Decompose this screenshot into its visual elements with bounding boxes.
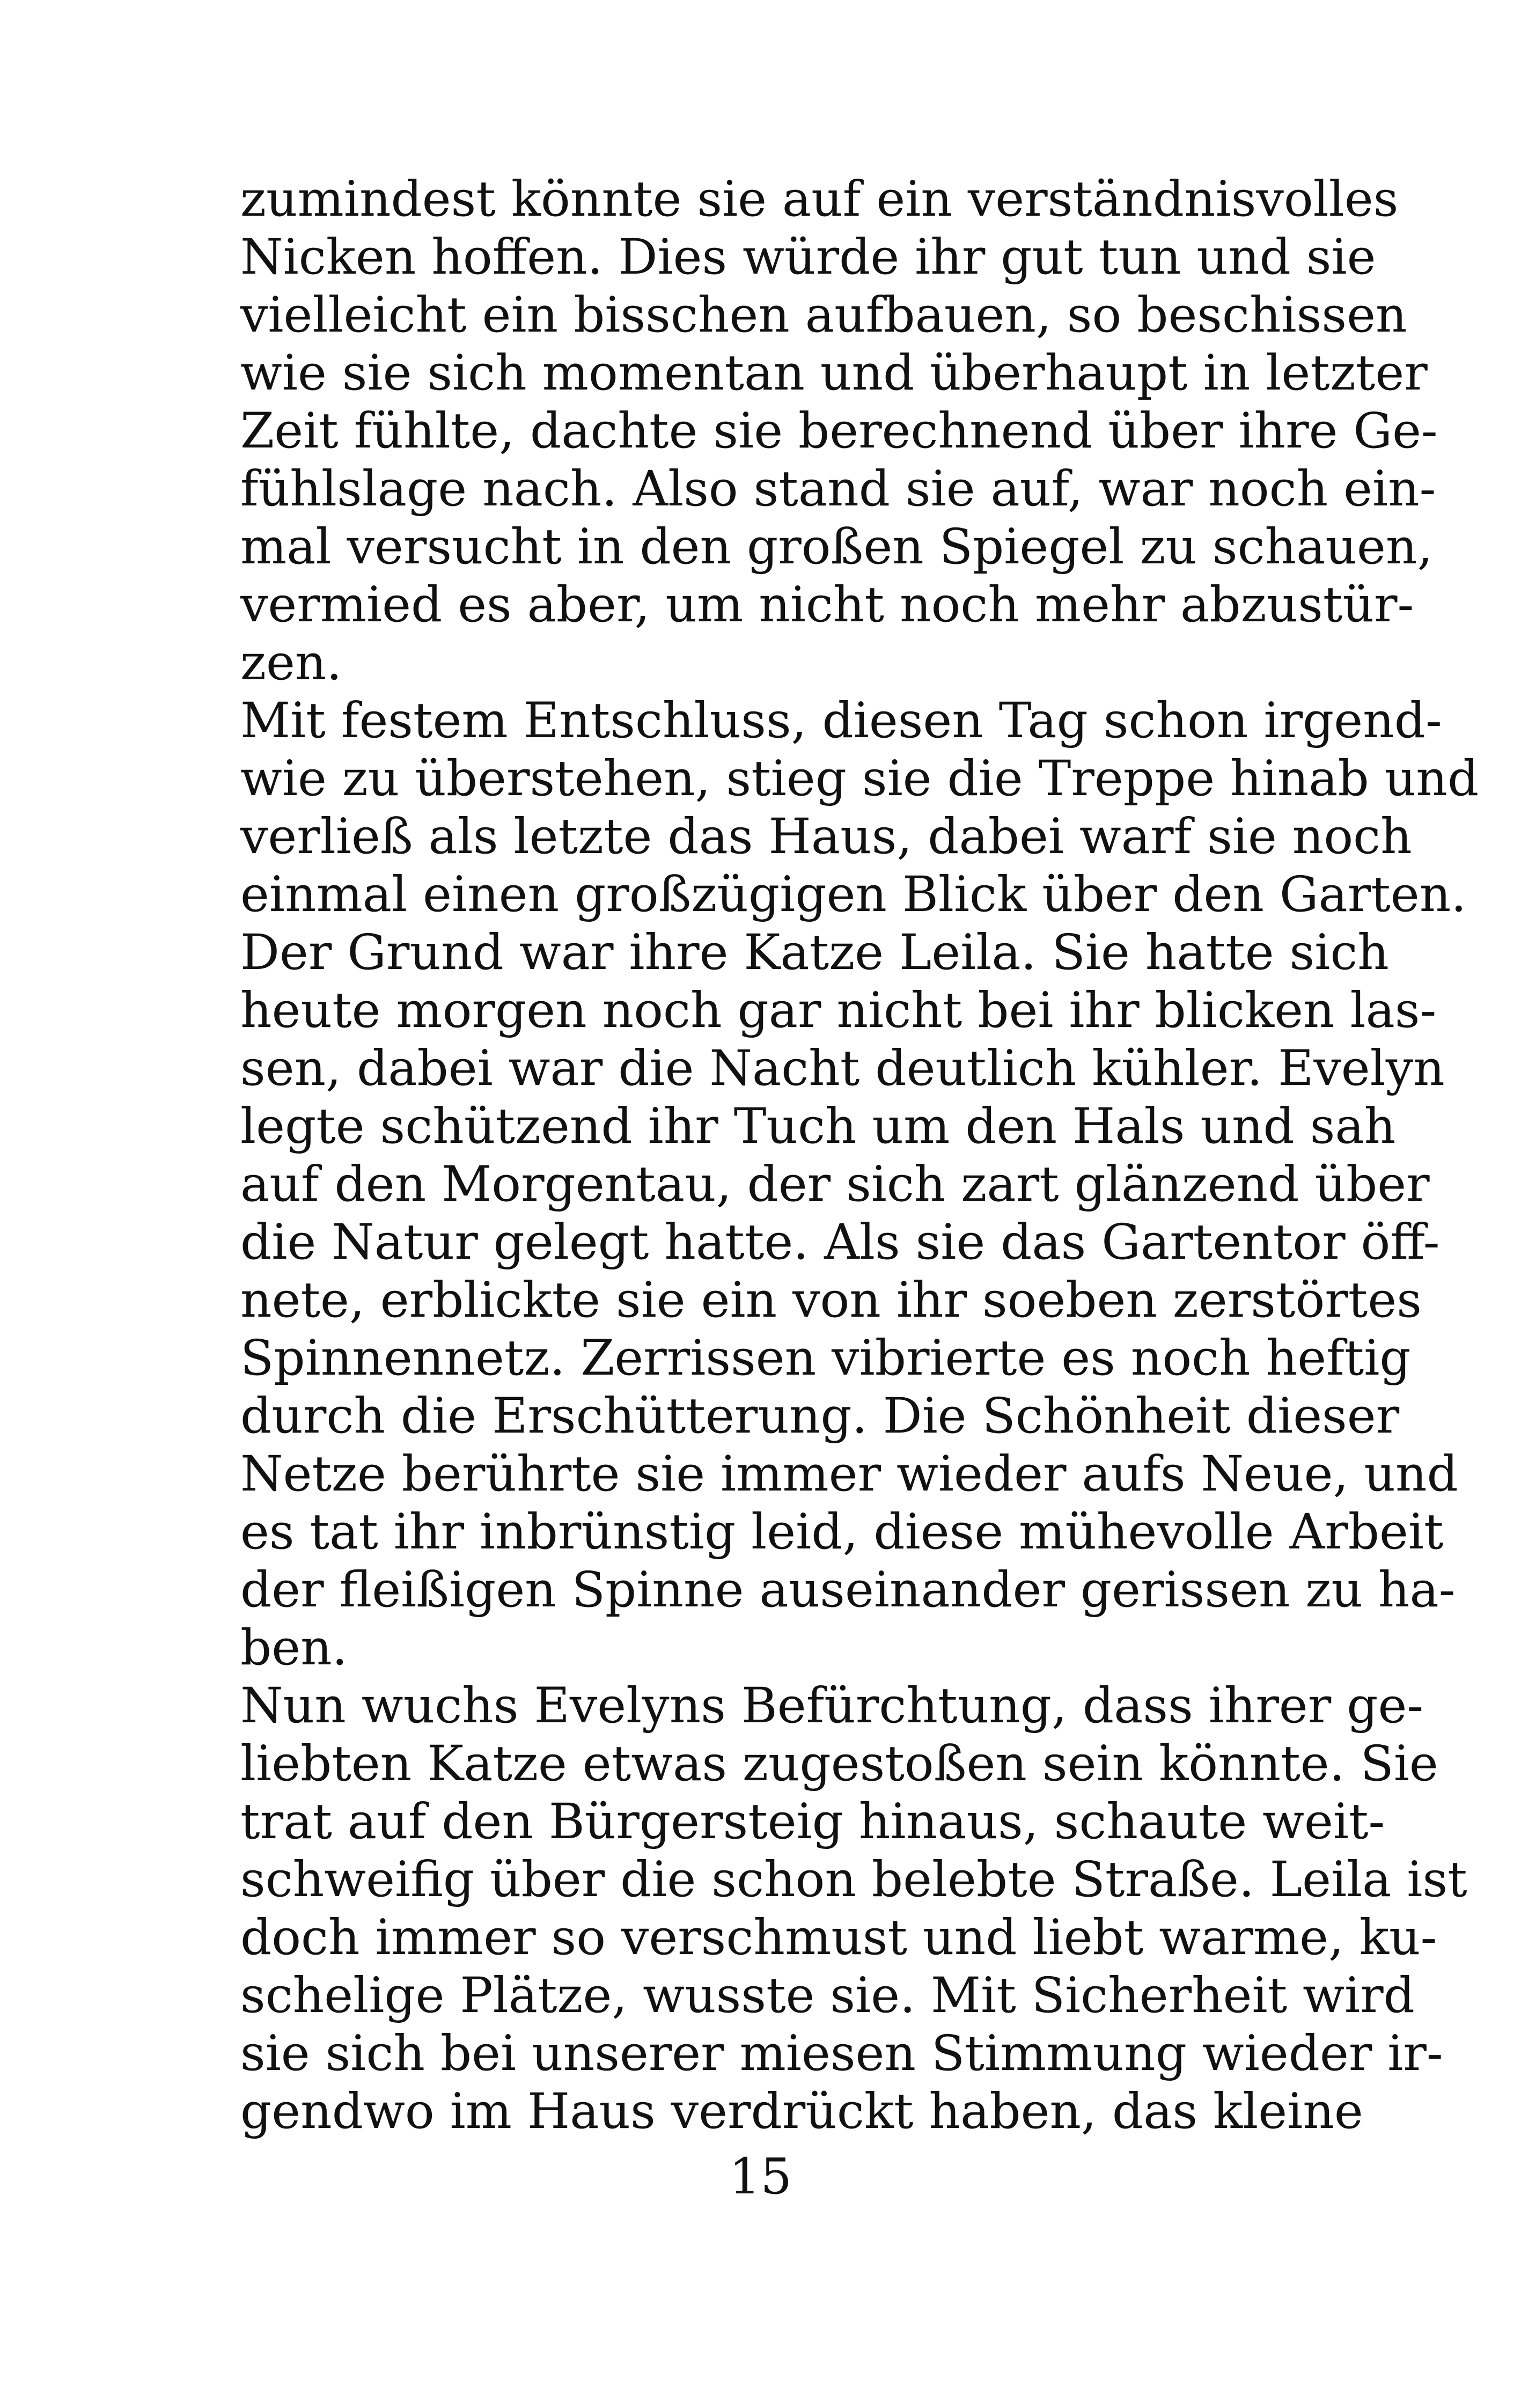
text-line: legte schützend ihr Tuch um den Hals und sah <box>240 1098 1396 1155</box>
text-line: Der Grund war ihre Katze Leila. Sie hatte sich <box>240 924 1389 981</box>
text-line: Nun wuchs Evelyns Befürchtung, dass ihrer ge- <box>240 1678 1424 1734</box>
text-line: Nicken hoffen. Dies würde ihr gut tun und sie <box>240 229 1376 285</box>
text-line: Mit festem Entschluss, diesen Tag schon irgend- <box>240 693 1442 749</box>
text-line: schelige Plätze, wusste sie. Mit Sicherheit wird <box>240 1967 1415 2024</box>
text-line: schweifig über die schon belebte Straße. Leila ist <box>240 1852 1467 1908</box>
text-line: der fleißigen Spinne auseinander gerissen zu ha- <box>240 1562 1456 1618</box>
text-line: sen, dabei war die Nacht deutlich kühler. Evelyn <box>240 1040 1445 1097</box>
text-line: nete, erblickte sie ein von ihr soeben zerstörtes <box>240 1272 1422 1328</box>
text-line: liebten Katze etwas zugestoßen sein könnte. Sie <box>240 1736 1438 1792</box>
text-line: einmal einen großzügigen Blick über den Garten. <box>240 867 1467 923</box>
text-line: auf den Morgentau, der sich zart glänzend über <box>240 1156 1430 1213</box>
text-line: verließ als letzte das Haus, dabei warf sie noch <box>240 809 1412 865</box>
text-line: trat auf den Bürgersteig hinaus, schaute weit- <box>240 1794 1385 1850</box>
text-line: es tat ihr inbrünstig leid, diese mühevolle Arbeit <box>240 1504 1444 1560</box>
text-line: die Natur gelegt hatte. Als sie das Gartentor öff- <box>240 1214 1440 1271</box>
text-line: wie sie sich momentan und überhaupt in letzter <box>240 345 1428 401</box>
text-line: mal versucht in den großen Spiegel zu schauen, <box>240 519 1433 575</box>
text-line: vielleicht ein bisschen aufbauen, so beschissen <box>240 287 1407 343</box>
text-line: durch die Erschütterung. Die Schönheit dieser <box>240 1388 1400 1444</box>
text-line: zen. <box>240 635 342 691</box>
text-line: sie sich bei unserer miesen Stimmung wieder ir- <box>240 2025 1443 2082</box>
text-line: zumindest könnte sie auf ein verständnisvolles <box>240 171 1399 227</box>
text-line: vermied es aber, um nicht noch mehr abzustür- <box>240 577 1414 633</box>
body-text <box>240 171 1479 2141</box>
text-line: gendwo im Haus verdrückt haben, das kleine <box>240 2083 1363 2140</box>
page-number: 15 <box>729 2148 792 2205</box>
text-line: Zeit fühlte, dachte sie berechnend über ihre Ge- <box>240 403 1438 459</box>
text-line: Spinnennetz. Zerrissen vibrierte es noch heftig <box>240 1330 1411 1386</box>
text-line: heute morgen noch gar nicht bei ihr blicken las- <box>240 982 1437 1039</box>
text-line: Netze berührte sie immer wieder aufs Neue, und <box>240 1446 1458 1502</box>
text-line: wie zu überstehen, stieg sie die Treppe hinab und <box>240 751 1479 807</box>
text-line: fühlslage nach. Also stand sie auf, war noch ein- <box>240 461 1436 517</box>
text-line: doch immer so verschmust und liebt warme, ku- <box>240 1910 1437 1966</box>
text-line: ben. <box>240 1620 348 1676</box>
